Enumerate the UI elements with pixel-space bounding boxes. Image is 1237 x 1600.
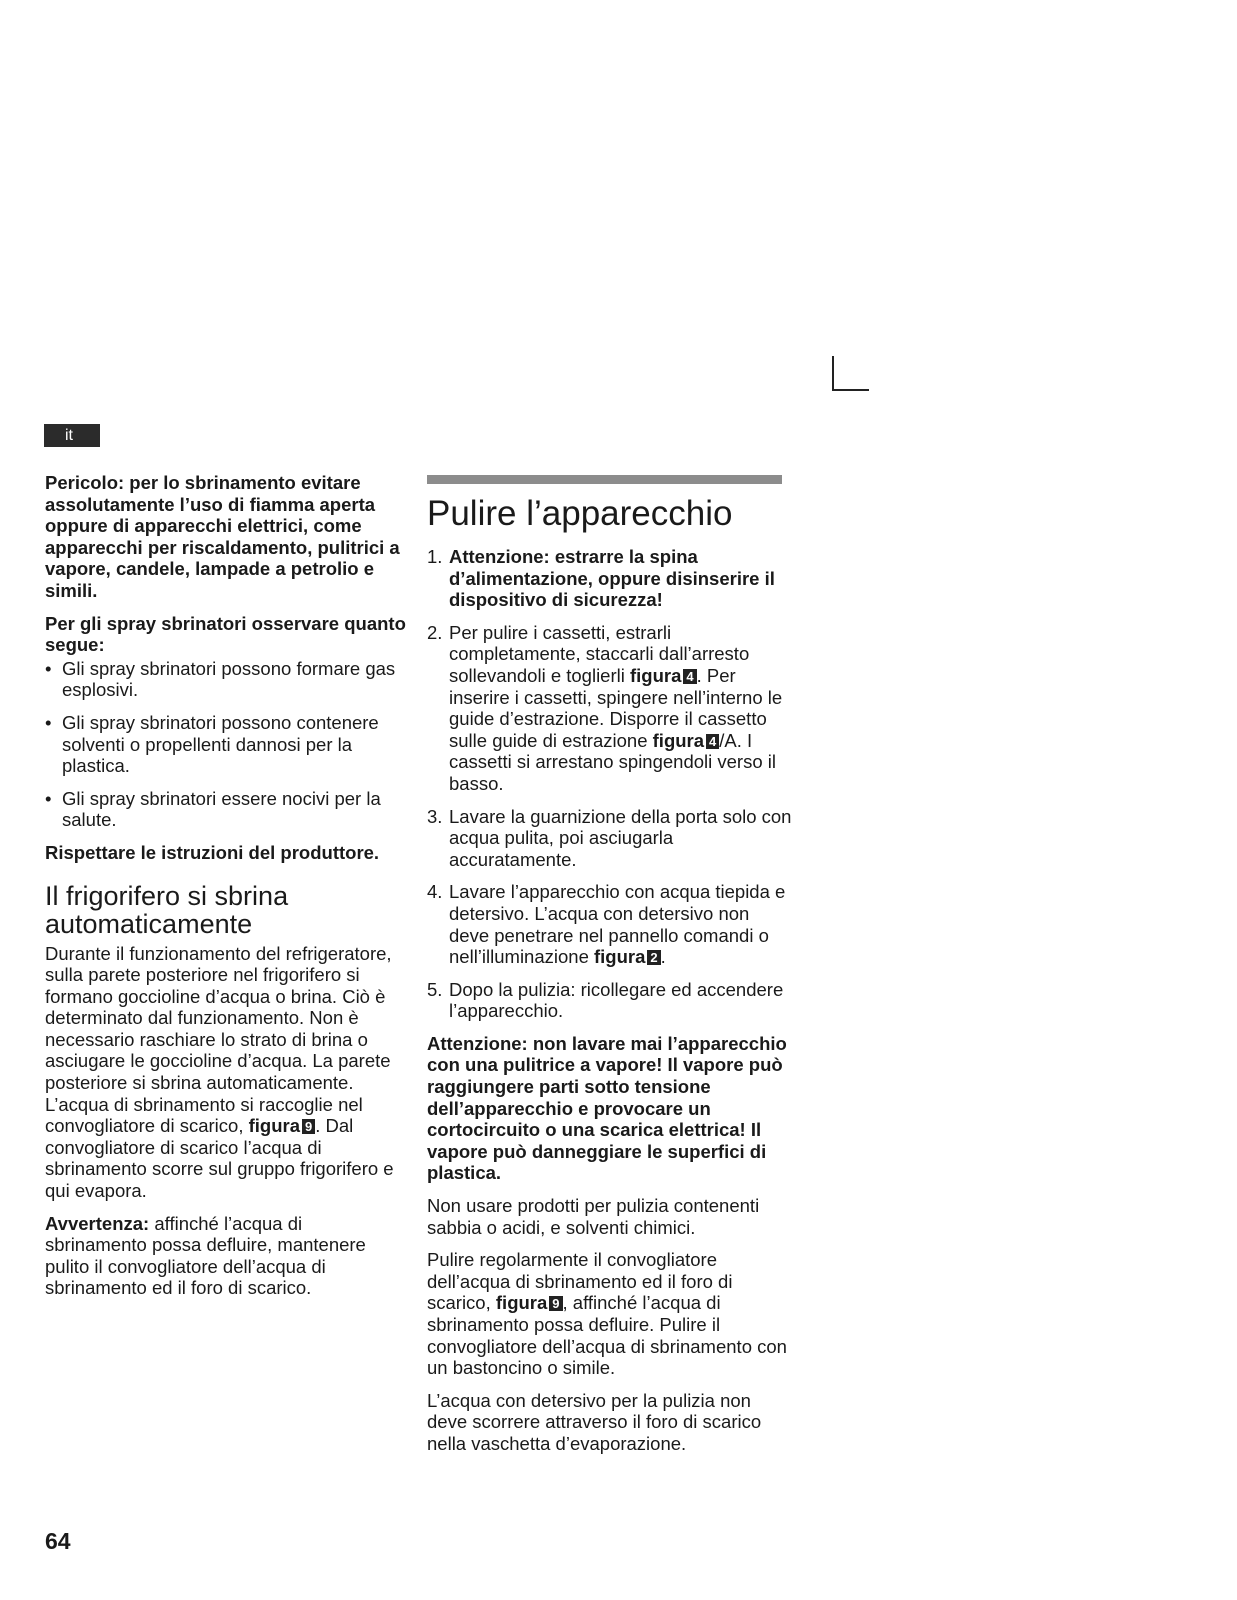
figure-ref: figura (630, 664, 682, 686)
figure-ref: figura (652, 729, 705, 751)
step-item: 1. Attenzione: estrarre la spina d’alimentazione, oppure disinserire il dispositivo di sicurezza! (427, 546, 775, 611)
spray-list (45, 658, 407, 831)
bullet: • (45, 657, 52, 679)
step-item: 4. Lavare l’apparecchio con acqua tiepida e detersivo. L’acqua con detersivo non deve penetrare nel pannello comandi o nell’illuminazione figura 2 . (427, 881, 786, 968)
step-item: 3. Lavare la guarnizione della porta solo con acqua pulita, poi asciugarla accuratamente. (427, 805, 792, 870)
manufacturer-note: Rispettare le istruzioni del produttore. (45, 841, 380, 863)
defrost-warning: Pericolo: per lo sbrinamento evitare assolutamente l’uso di fiamma aperta oppure di apparecchi elettrici, come apparecchi per riscaldamento, pulitrici a vapore, candele, lampade a petrolio e simili. (45, 472, 400, 601)
steam-caution: Attenzione: non lavare mai l’apparecchio con una pulitrice a vapore! Il vapore può raggiungere parti sotto tensione dell’apparecchio e provocare un cortocircuito o una scarica elettrica! Il vapore può danneggiare le superfici di plastica. (427, 1032, 787, 1184)
figure-ref: figura (248, 1115, 300, 1137)
figure-number-badge: 4 (683, 669, 696, 684)
figure-number-badge: 4 (706, 734, 719, 749)
note-label: Avvertenza: (45, 1212, 150, 1234)
cleaning-steps (427, 546, 792, 1022)
list-item: • Gli spray sbrinatori possono formare gas esplosivi. (45, 657, 396, 701)
step-item: 2. Per pulire i cassetti, estrarli completamente, staccarli dall’arresto sollevandoli e toglierli figura 4 . Per inserire i cassetti, spingere nell’interno le guide d’estrazione. Disporre il cassetto sulle guide di estrazione figura 4 /A. I cassetti si arrestano spingendoli verso il basso. (427, 621, 783, 794)
page-number: 64 (45, 1528, 71, 1554)
step-item: 5. Dopo la pulizia: ricollegare ed accendere l’apparecchio. (427, 978, 784, 1022)
list-item: • Gli spray sbrinatori essere nocivi per la salute. (45, 787, 381, 831)
language-tab: it (44, 424, 100, 447)
right-column (427, 475, 792, 1466)
note-paragraph: Avvertenza: affinché l’acqua di sbrinamento possa defluire, mantenere pulito il convogliatore dell’acqua di sbrinamento ed il foro di scarico. (45, 1212, 366, 1299)
section-title: Pulire l’apparecchio (427, 494, 733, 533)
bullet: • (45, 711, 52, 733)
crop-mark (832, 356, 869, 391)
list-item: • Gli spray sbrinatori possono contenere solventi o propellenti dannosi per la plastica. (45, 711, 379, 777)
figure-number-badge: 9 (549, 1296, 562, 1311)
figure-number-badge: 2 (647, 950, 660, 965)
figure-number-badge: 9 (302, 1119, 315, 1134)
auto-defrost-paragraph: Durante il funzionamento del refrigeratore, sulla parete posteriore nel frigorifero si formano goccioline d’acqua o brina. Ciò è determinato dal funzionamento. Non è necessario raschiare lo strato di brina o asciugare le goccioline d’acqua. La parete posteriore si sbrina automaticamente. L’acqua di sbrinamento si raccoglie nel convogliatore di scarico, figura 9 . Dal convogliatore di scarico l’acqua di sbrinamento scorre sul gruppo frigorifero e qui evapora. (45, 942, 394, 1202)
regular-cleaning-paragraph: Pulire regolarmente il convogliatore dell’acqua di sbrinamento ed il foro di scarico, figura 9 , affinché l’acqua di sbrinamento possa defluire. Pulire il convogliatore dell’acqua di sbrinamento con un bastoncino o simile. (427, 1249, 787, 1379)
section-rule (427, 475, 782, 484)
products-note: Non usare prodotti per pulizia contenenti sabbia o acidi, e solventi chimici. (427, 1195, 760, 1238)
auto-defrost-heading: Il frigorifero si sbrina automaticamente (45, 880, 289, 939)
detergent-note: L’acqua con detersivo per la pulizia non deve scorrere attraverso il foro di scarico nella vaschetta d’evaporazione. (427, 1389, 762, 1454)
figure-ref: figura (594, 946, 646, 968)
left-column (45, 472, 407, 1310)
spray-heading: Per gli spray sbrinatori osservare quanto segue: (45, 612, 406, 656)
bullet: • (45, 787, 52, 809)
figure-ref: figura (495, 1292, 548, 1314)
